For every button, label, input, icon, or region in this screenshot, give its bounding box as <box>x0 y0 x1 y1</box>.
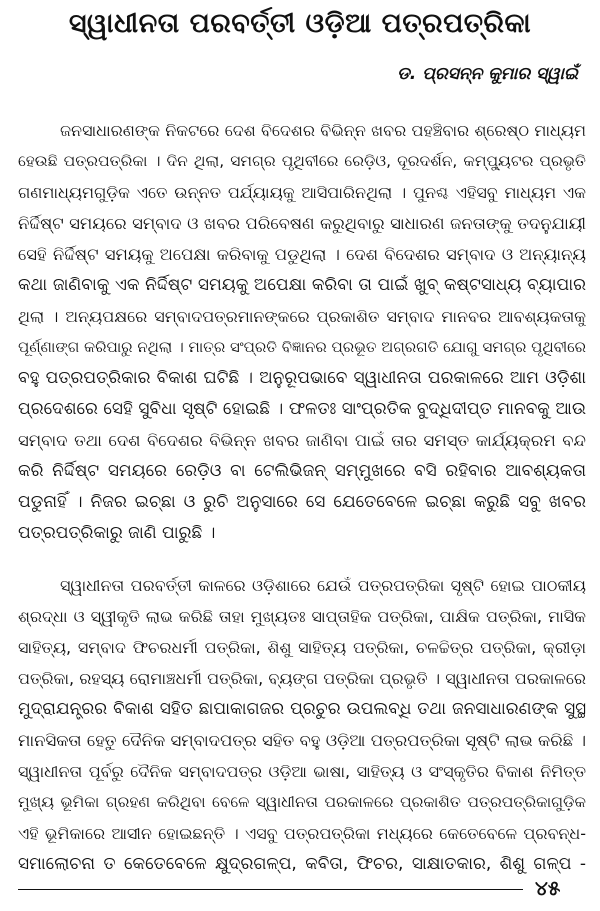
paragraph-line: ଗଣମାଧ୍ୟମଗୁଡ଼ିକ ଏତେ ଉନ୍ନତ ପର୍ଯ୍ୟାୟକୁ ଆସିପାରିନଥିଲା । ପୁନଶ୍ଚ ଏହିସବୁ ମାଧ୍ୟମ ଏକ <box>18 183 586 202</box>
paragraph-line: ସମ୍ବାଦ ତଥା ଦେଶ ବିଦେଶର ବିଭିନ୍ନ ଖବର ଜାଣିବା ପାଇଁ ତାର ସମସ୍ତ କାର୍ଯ୍ୟକ୍ରମ ବନ୍ଦ <box>18 431 586 450</box>
paragraph-line: ଶ୍ରଦ୍ଧା ଓ ସ୍ୱୀକୃତି ଲାଭ କରିଛି ତାହା ମୁଖ୍ୟତଃ ସାପ୍ତାହିକ ପତ୍ରିକା, ପାକ୍ଷିକ ପତ୍ରିକା, ମାସିକ <box>18 607 586 626</box>
page-number: ୪୫ <box>535 876 561 900</box>
paragraph-line: ନିର୍ଦ୍ଦିଷ୍ଟ ସମୟରେ ସମ୍ବାଦ ଓ ଖବର ପରିବେଷଣ କରୁଥିବାରୁ ସାଧାରଣ ଜନତାଙ୍କୁ ତଦନୁଯାୟୀ <box>18 214 586 233</box>
paragraph-line: ସେହି ନିର୍ଦ୍ଦିଷ୍ଟ ସମୟକୁ ଅପେକ୍ଷା କରିବାକୁ ପଡୁଥିଲା । ଦେଶ ବିଦେଶର ସମ୍ବାଦ ଓ ଅନ୍ୟାନ୍ୟ <box>18 245 586 264</box>
paragraph-line: ହେଉଛି ପତ୍ରପତ୍ରିକା । ଦିନ ଥିଲା, ସମଗ୍ର ପୃଥିବୀରେ ରେଡ଼ିଓ, ଦୂରଦର୍ଶନ, କମ୍ପ୍ୟୁଟର ପ୍ରଭୃତି <box>18 152 586 170</box>
paragraph-line: ସମାଲୋଚନା ତ କେତେବେଳେ କ୍ଷୁଦ୍ରଗଳ୍ପ, କବିତା, ଫିଚର, ସାକ୍ଷାତକାର, ଶିଶୁ ଗଳ୍ପ - <box>18 854 586 874</box>
paragraph-line: ପତ୍ରିକା, ରହସ୍ୟ ରୋମାଞ୍ଚଧର୍ମୀ ପତ୍ରିକା, ବ୍ୟଙ୍ଗ ପତ୍ରିକା ପ୍ରଭୃତି । ସ୍ୱାଧୀନତା ପରକାଳରେ <box>18 669 586 688</box>
author-name: ଡ. ପ୍ରସନ୍ନ କୁମାର ସ୍ୱାଇଁ <box>397 64 578 84</box>
paragraph-line: ମାନସିକତା ହେତୁ ଦୈନିକ ସମ୍ବାଦପତ୍ର ସହିତ ବହୁ ଓଡ଼ିଆ ପତ୍ରପତ୍ରିକା ସୃଷ୍ଟି ଲାଭ କରିଛି । <box>18 731 586 750</box>
paragraph-line: ପୂର୍ଣ୍ଣାଙ୍ଗ କରିପାରୁ ନଥିଲା । ମାତ୍ର ସଂପ୍ରତି ବିଜ୍ଞାନର ପ୍ରଭୂତ ଅଗ୍ରଗତି ଯୋଗୁ ସମଗ୍ର ପୃଥିବୀରେ <box>18 338 586 356</box>
paragraph-line: ସ୍ୱାଧୀନତା ପରବର୍ତ୍ତୀ କାଳରେ ଓଡ଼ିଶାରେ ଯେଉଁ ପତ୍ରପତ୍ରିକା ସୃଷ୍ଟି ହୋଇ ପାଠକୀୟ <box>60 576 586 595</box>
paragraph-line: ଏହି ଭୂମିକାରେ ଆସୀନ ହୋଇଛନ୍ତି । ଏସବୁ ପତ୍ରପତ୍ରିକା ମଧ୍ୟରେ କେତେବେଳେ ପ୍ରବନ୍ଧ- <box>18 824 586 843</box>
article-title: ସ୍ୱାଧୀନତା ପରବର୍ତ୍ତୀ ଓଡ଼ିଆ ପତ୍ରପତ୍ରିକା <box>68 8 532 39</box>
paragraph-line: କଥା ଜାଣିବାକୁ ଏକ ନିର୍ଦ୍ଦିଷ୍ଟ ସମୟକୁ ଅପେକ୍ଷା କରିବା ତା ପାଇଁ ଖୁବ୍ କଷ୍ଟସାଧ୍ୟ ବ୍ୟାପାର <box>18 275 586 295</box>
paragraph-line: ମୁଖ୍ୟ ଭୂମିକା ଗ୍ରହଣ କରିଥିବା ବେଳେ ସ୍ୱାଧୀନତା ପରକାଳରେ ପ୍ରକାଶିତ ପତ୍ରପତ୍ରିକାଗୁଡ଼ିକ <box>18 793 586 811</box>
paragraph-line: ପଡୁନାହିଁ । ନିଜର ଇଚ୍ଛା ଓ ରୁଚି ଅନୁସାରେ ସେ ଯେତେବେଳେ ଇଚ୍ଛା କରୁଛି ସବୁ ଖବର <box>18 492 586 512</box>
paragraph-line: ଥିଲା । ଅନ୍ୟପକ୍ଷରେ ସମ୍ବାଦପତ୍ରମାନଙ୍କରେ ପ୍ରକାଶିତ ସମ୍ବାଦ ମାନବର ଆବଶ୍ୟକତାକୁ <box>18 307 586 326</box>
paragraph-line: ପତ୍ରପତ୍ରିକାରୁ ଜାଣି ପାରୁଛି । <box>18 523 216 543</box>
paragraph-line: ବହୁ ପତ୍ରପତ୍ରିକାର ବିକାଶ ଘଟିଛି । ଅନୁରୂପଭାବେ ସ୍ୱାଧୀନତା ପରକାଳରେ ଆମ ଓଡ଼ିଶା <box>18 368 586 388</box>
paragraph-line: ଜନସାଧାରଣଙ୍କ ନିକଟରେ ଦେଶ ବିଦେଶର ବିଭିନ୍ନ ଖବର ପହଞ୍ଚିବାର ଶ୍ରେଷ୍ଠ ମାଧ୍ୟମ <box>60 121 586 140</box>
paragraph-line: କରି ନିର୍ଦ୍ଦିଷ୍ଟ ସମୟରେ ରେଡ଼ିଓ ବା ଟେଲିଭିଜନ୍ ସମ୍ମୁଖରେ ବସି ରହିବାର ଆବଶ୍ୟକତା <box>18 461 586 481</box>
paragraph-line: ପ୍ରଦେଶରେ ସେହି ସୁବିଧା ସୃଷ୍ଟି ହୋଇଛି । ଫଳତଃ ସାଂପ୍ରତିକ ବୁଦ୍ଧିଦୀପ୍ତ ମାନବକୁ ଆଉ <box>18 399 586 419</box>
footer-divider <box>18 889 523 890</box>
paragraph-line: ସ୍ୱାଧୀନତା ପୂର୍ବରୁ ଦୈନିକ ସମ୍ବାଦପତ୍ର ଓଡ଼ିଆ ଭାଷା, ସାହିତ୍ୟ ଓ ସଂସ୍କୃତିର ବିକାଶ ନିମିତ୍ତ <box>18 762 586 781</box>
paragraph-line: ସାହିତ୍ୟ, ସମ୍ବାଦ ଫିଚରଧର୍ମୀ ପତ୍ରିକା, ଶିଶୁ ସାହିତ୍ୟ ପତ୍ରିକା, ଚଳଚ୍ଚିତ୍ର ପତ୍ରିକା, କ୍ରୀଡ଼ା <box>18 638 586 657</box>
paragraph-line: ମୁଦ୍ରାଯନ୍ତ୍ରର ବିକାଶ ସହିତ ଛାପାକାଗଜର ପ୍ରଚୁର ଉପଲବ୍ଧି ତଥା ଜନସାଧାରଣଙ୍କ ସୁସ୍ଥ <box>18 699 586 719</box>
